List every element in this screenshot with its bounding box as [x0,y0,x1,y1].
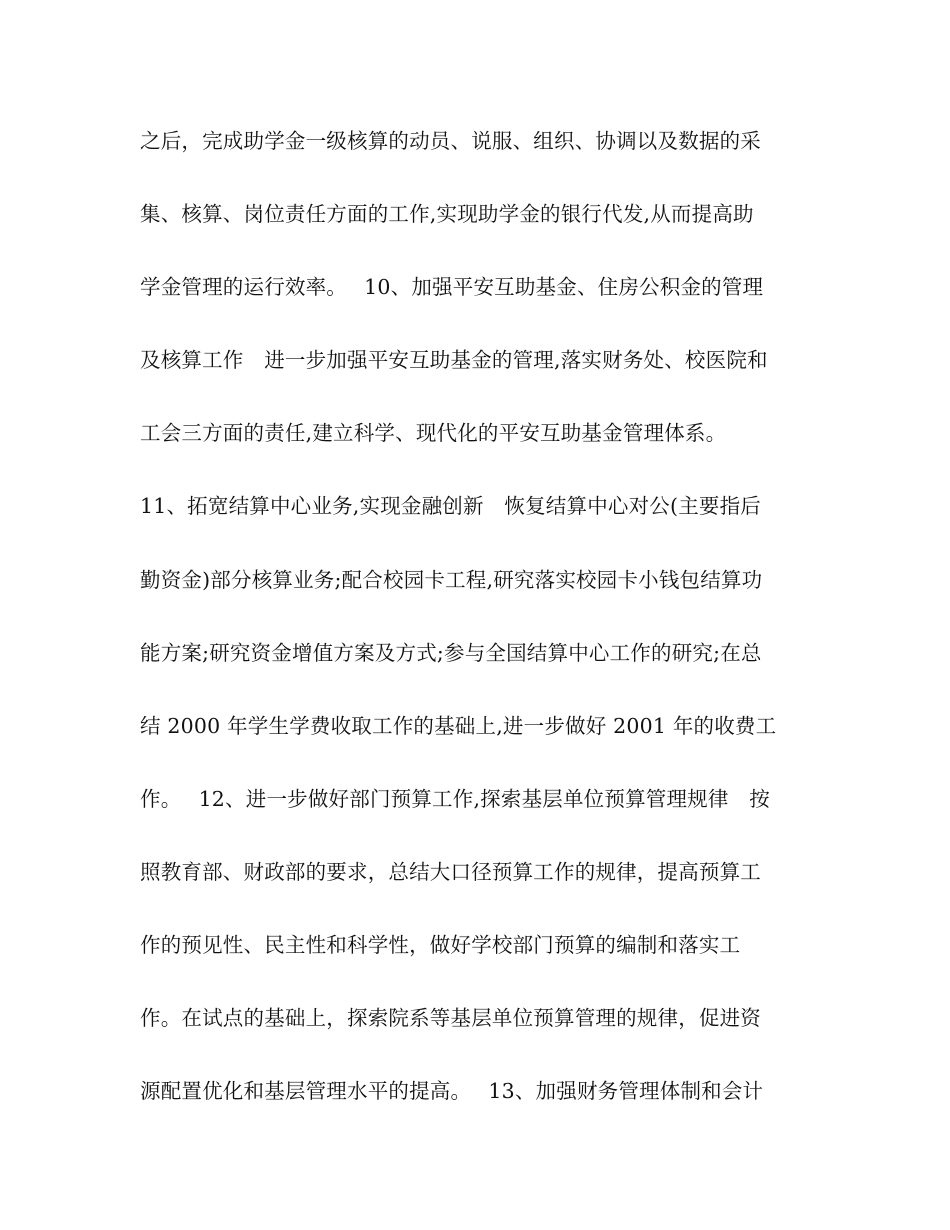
text-line: 能方案;研究资金增值方案及方式;参与全国结算中心工作的研究;在总 [140,640,762,665]
text-line: 结 2000 年学生学费收取工作的基础上,进一步做好 2001 年的收费工 [140,713,777,738]
body-text [140,124,820,1147]
text-line: 11、拓宽结算中心业务,实现金融创新 恢复结算中心对公(主要指后 [140,494,761,519]
text-line: 源配置优化和基层管理水平的提高。 13、加强财务管理体制和会计 [140,1079,764,1104]
text-line: 勤资金)部分核算业务;配合校园卡工程,研究落实校园卡小钱包结算功 [140,567,763,592]
text-line: 学金管理的运行效率。 10、加强平安互助基金、住房公积金的管理 [140,275,764,300]
text-line: 之后，完成助学金一级核算的动员、说服、组织、协调以及数据的采 [140,129,761,153]
text-line: 作的预见性、民主性和科学性，做好学校部门预算的编制和落实工 [140,933,741,958]
text-line: 及核算工作 进一步加强平安互助基金的管理,落实财务处、校医院和 [140,348,768,373]
text-line: 作。在试点的基础上，探索院系等基层单位预算管理的规律，促进资 [140,1006,761,1031]
text-line: 照教育部、财政部的要求，总结大口径预算工作的规律，提高预算工 [140,859,761,884]
text-line: 集、核算、岗位责任方面的工作,实现助学金的银行代发,从而提高助 [140,202,754,227]
text-line: 工会三方面的责任,建立科学、现代化的平安互助基金管理体系。 [140,421,727,446]
text-line: 作。 12、进一步做好部门预算工作,探索基层单位预算管理规律 按 [140,786,770,811]
